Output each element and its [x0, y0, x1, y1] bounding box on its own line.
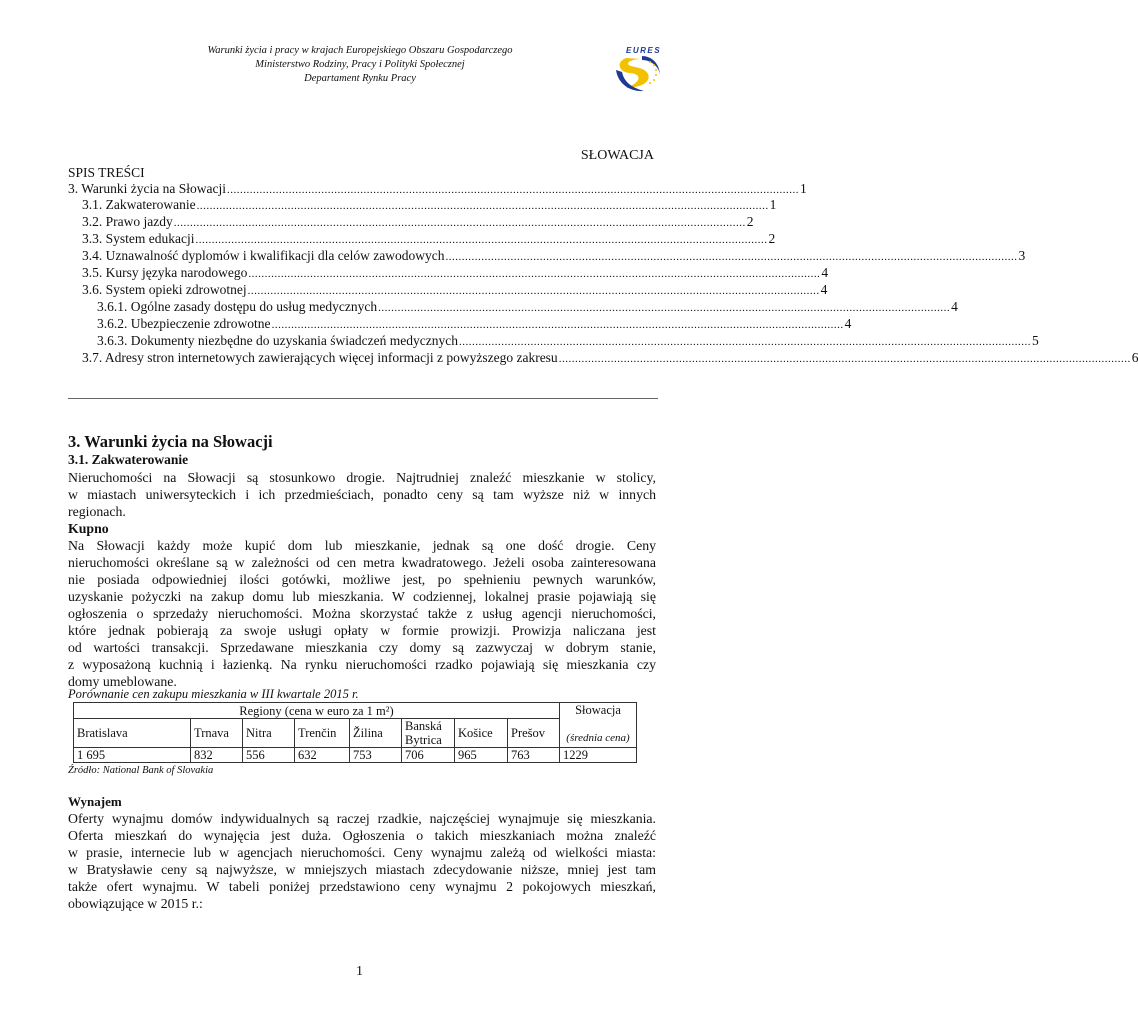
table-header-cell: Trenčin	[295, 719, 350, 748]
toc-leader: ................................................................................................................................................................................	[445, 251, 1018, 263]
kupno-paragraph	[68, 537, 656, 690]
toc-item-text: 3.1. Zakwaterowanie	[82, 197, 196, 212]
text-line: ogłoszenia o sprzedaży nieruchomości. Można skorzystać także z usług agencji nieruchomości,	[68, 606, 656, 621]
text-line: w Bratysławie ceny są najwyższe, w mniejszych miastach zdecydowanie niższe, mniej jest tam	[68, 862, 656, 877]
slovakia-header: Słowacja	[575, 703, 621, 717]
toc-item-page: 4	[820, 282, 828, 297]
toc-item[interactable]	[82, 282, 828, 298]
toc-item[interactable]	[82, 214, 754, 230]
table-cell: 1229	[560, 748, 637, 763]
table-cell: 753	[350, 748, 402, 763]
toc-item[interactable]	[82, 265, 829, 281]
wynajem-heading: Wynajem	[68, 794, 122, 809]
table-cell: 632	[295, 748, 350, 763]
table-header-cell: Žilina	[350, 719, 402, 748]
toc-item[interactable]	[68, 181, 807, 197]
eures-logo	[612, 44, 664, 96]
text-line: z wyposażoną kuchnią i łazienką. Na rynku nieruchomości rzadko pojawiają się mieszkania czy	[68, 657, 656, 672]
toc-item-page: 2	[768, 231, 776, 246]
table-header-cell: Trnava	[191, 719, 243, 748]
toc-item-text: 3.3. System edukacji	[82, 231, 195, 246]
toc-item-text: 3.4. Uznawalność dyplomów i kwalifikacji dla celów zawodowych	[82, 248, 445, 263]
table-header-cell: Košice	[455, 719, 508, 748]
text-line: Na Słowacji każdy może kupić dom lub mieszkanie, jednak są one dość drogie. Ceny	[68, 538, 656, 553]
toc-item-page: 1	[769, 197, 777, 212]
toc-leader: ................................................................................................................................................................................	[248, 268, 821, 280]
toc-item-text: 3.6. System opieki zdrowotnej	[82, 282, 247, 297]
toc-item[interactable]	[97, 333, 1039, 349]
header-line-3: Departament Rynku Pracy	[304, 73, 416, 84]
slovakia-header-cell	[560, 703, 637, 748]
text-line: które jednak pobierają za swoje usługi opłaty w formie prowizji. Prowizja naliczana jest	[68, 623, 656, 638]
toc-item-page: 4	[821, 265, 829, 280]
table-row	[74, 703, 637, 719]
table-cell: 1 695	[74, 748, 191, 763]
toc-leader: ................................................................................................................................................................................	[195, 234, 768, 246]
table-header-cell: Prešov	[508, 719, 560, 748]
page-number: 1	[356, 964, 363, 979]
toc-leader: ................................................................................................................................................................................	[459, 336, 1032, 348]
toc-leader: ................................................................................................................................................................................	[196, 200, 769, 212]
table-header-cell: Nitra	[243, 719, 295, 748]
table-cell: 556	[243, 748, 295, 763]
toc-item-text: 3.6.3. Dokumenty niezbędne do uzyskania świadczeń medycznych	[97, 333, 459, 348]
toc-leader: ................................................................................................................................................................................	[378, 302, 951, 314]
toc-item[interactable]	[82, 350, 1138, 366]
toc-leader: ................................................................................................................................................................................	[558, 353, 1131, 365]
toc-item-text: 3.5. Kursy języka narodowego	[82, 265, 248, 280]
toc-item[interactable]	[97, 316, 852, 332]
wynajem-paragraph	[68, 810, 656, 912]
toc-item-page: 1	[800, 181, 807, 196]
toc-item-text: 3. Warunki życia na Słowacji	[68, 181, 226, 196]
table-cell: 832	[191, 748, 243, 763]
logo-text: EURES	[626, 46, 662, 55]
table-header-cell: Bratislava	[74, 719, 191, 748]
section-divider	[68, 398, 658, 399]
toc-item[interactable]	[82, 248, 1026, 264]
section-heading: 3. Warunki życia na Słowacji	[68, 432, 273, 451]
text-line: uzyskanie pożyczki na zakup domu lub mieszkania. W codziennej, lokalnej prasie pojawiają się	[68, 589, 656, 604]
subsection-heading: 3.1. Zakwaterowanie	[68, 452, 189, 467]
header-line-2: Ministerstwo Rodziny, Pracy i Polityki Społecznej	[255, 59, 465, 70]
toc-leader: ................................................................................................................................................................................	[271, 319, 844, 331]
slovakia-subheader: (średnia cena)	[566, 732, 630, 744]
text-line: regionach.	[68, 504, 126, 519]
text-line: także ofert wynajmu. W tabeli poniżej przedstawiono ceny wynajmu 2 pokojowych mieszkań,	[68, 879, 656, 894]
text-line: w prasie, internecie lub w agencjach nieruchomości. Ceny wynajmu zależą od wielkości miasta:	[68, 845, 656, 860]
table-row	[74, 719, 637, 748]
text-line: w miastach uniwersyteckich i ich przedmieściach, ponadto ceny są tam wyższe niż w innych	[68, 487, 656, 502]
text-line: domy umeblowane.	[68, 674, 177, 689]
intro-paragraph	[68, 469, 656, 520]
toc-item-text: 3.7. Adresy stron internetowych zawierających więcej informacji z powyższego zakresu	[82, 350, 558, 365]
toc-leader: ................................................................................................................................................................................	[173, 217, 746, 229]
toc-item-text: 3.2. Prawo jazdy	[82, 214, 173, 229]
header-line-1: Warunki życia i pracy w krajach Europejskiego Obszaru Gospodarczego	[207, 45, 513, 56]
table-row	[74, 748, 637, 763]
text-line: Oferty wynajmu domów indywidualnych są raczej rzadkie, najczęściej wynajmuje się mieszkania.	[68, 811, 656, 826]
table-cell: 706	[402, 748, 455, 763]
price-table	[73, 702, 637, 763]
text-line: nieruchomości określane są w zależności od cen metra kwadratowego. Jeżeli osoba zainteresowana	[68, 555, 656, 570]
table-source: Źródło: National Bank of Slovakia	[68, 765, 214, 776]
text-line: nie posiada odpowiedniej ilości gotówki, możliwe jest, po spełnieniu pewnych warunków,	[68, 572, 656, 587]
toc-item-text: 3.6.1. Ogólne zasady dostępu do usług medycznych	[97, 299, 378, 314]
toc-item[interactable]	[97, 299, 958, 315]
toc-item-page: 2	[746, 214, 754, 229]
regions-header-cell: Regiony (cena w euro za 1 m²)	[74, 703, 560, 719]
text-line: Oferta mieszkań do wynajęcia jest duża. Ogłoszenia o takich mieszkaniach można znaleźć	[68, 828, 656, 843]
toc-item[interactable]	[82, 197, 777, 213]
toc-leader: ................................................................................................................................................................................	[227, 184, 799, 196]
country-label: SŁOWACJA	[580, 148, 654, 163]
toc-item-page: 4	[951, 299, 958, 314]
toc-leader: ................................................................................................................................................................................	[247, 285, 820, 297]
toc-item-text: 3.6.2. Ubezpieczenie zdrowotne	[97, 316, 271, 331]
text-line: Nieruchomości na Słowacji są stosunkowo drogie. Najtrudniej znaleźć mieszkanie w stolicy,	[68, 470, 656, 485]
table-caption: Porównanie cen zakupu mieszkania w III kwartale 2015 r.	[68, 687, 359, 701]
kupno-heading: Kupno	[68, 521, 109, 536]
table-cell: 965	[455, 748, 508, 763]
table-cell: 763	[508, 748, 560, 763]
text-line: od wartości transakcji. Sprzedawane mieszkania czy domy są zazwyczaj w dobrym stanie,	[68, 640, 656, 655]
toc-item[interactable]	[82, 231, 776, 247]
toc-item-page: 4	[844, 316, 852, 331]
toc-item-page: 3	[1018, 248, 1026, 263]
toc-title: SPIS TREŚCI	[68, 165, 145, 180]
toc-item-page: 6	[1131, 350, 1138, 365]
table-header-cell: Banská Bytrica	[402, 719, 455, 748]
page-header	[150, 44, 570, 86]
text-line: obowiązujące w 2015 r.:	[68, 896, 203, 911]
toc-item-page: 5	[1032, 333, 1039, 348]
